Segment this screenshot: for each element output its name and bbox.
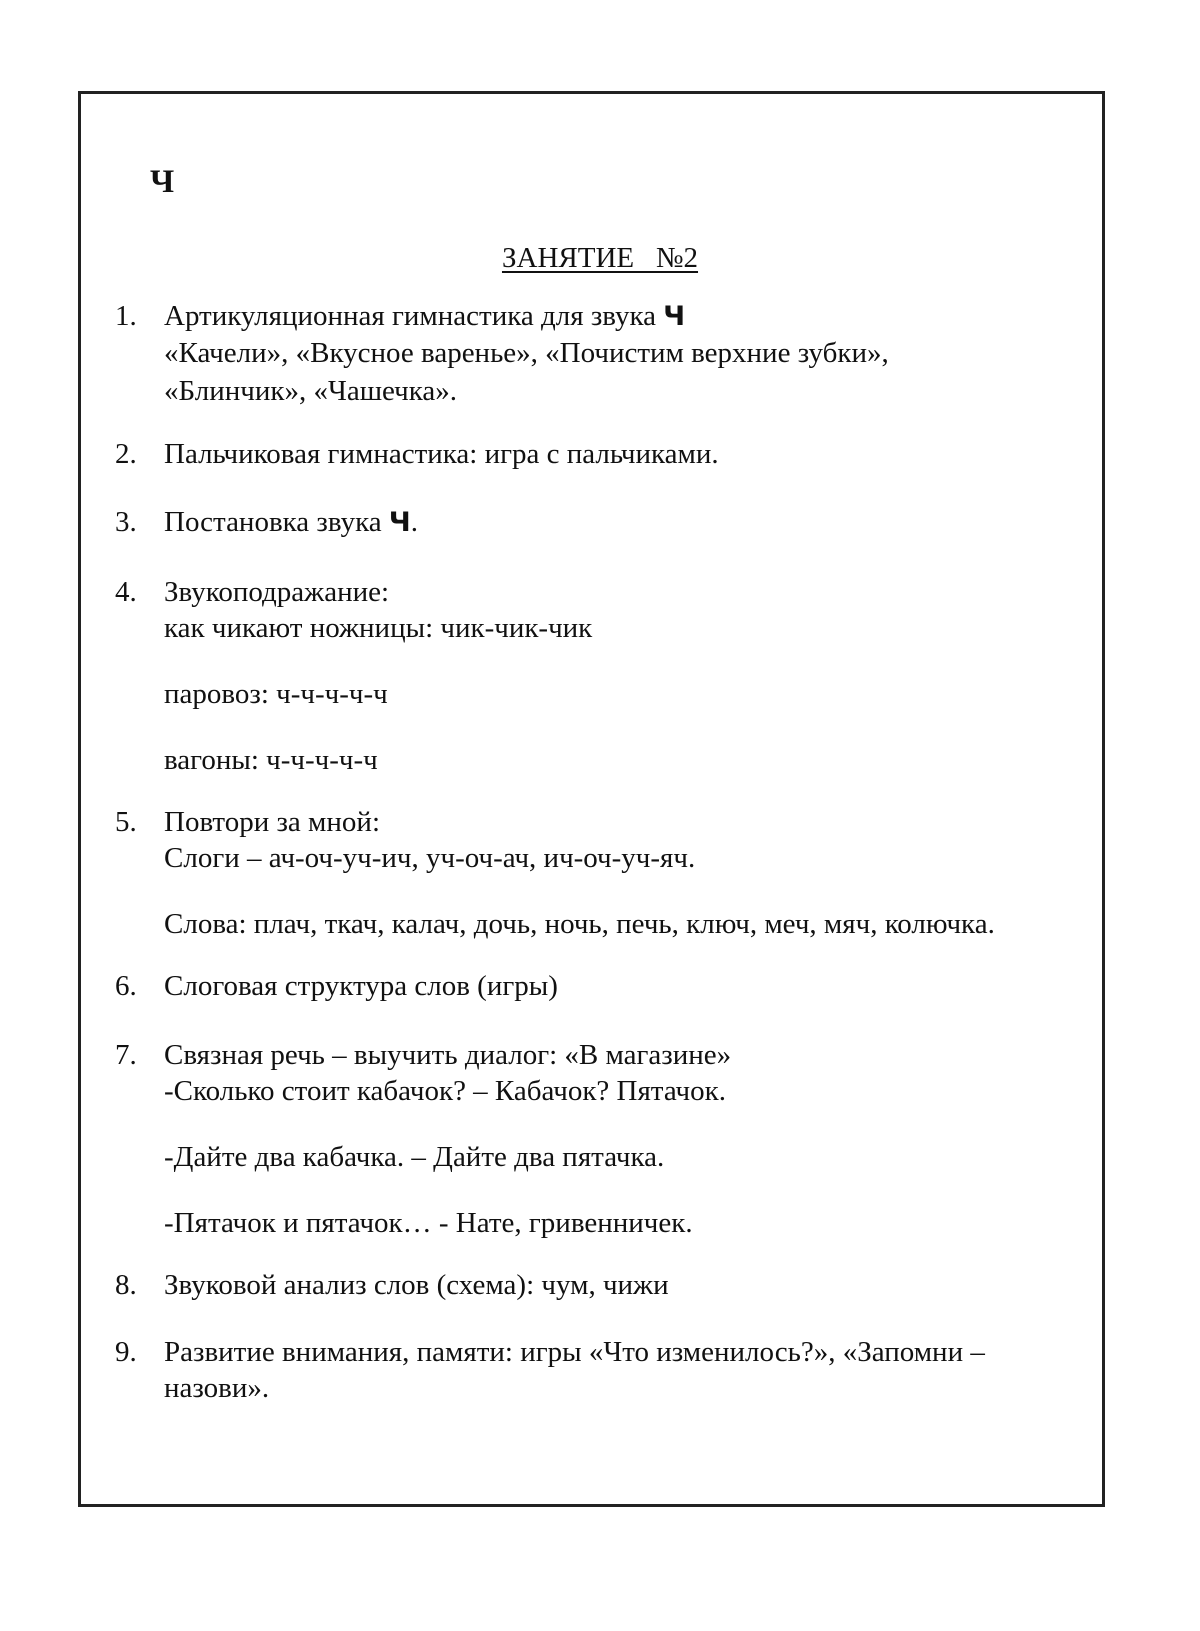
item-number: 2. — [115, 438, 137, 470]
item-line: Слова: плач, ткач, калач, дочь, ночь, печь, ключ, меч, мяч, колючка. — [164, 908, 995, 940]
item-number: 6. — [115, 970, 137, 1002]
item-number: 1. — [115, 300, 137, 332]
item-line: Артикуляционная гимнастика для звука Ч — [164, 300, 686, 332]
item-line: Слоговая структура слов (игры) — [164, 970, 558, 1002]
lesson-heading-text: ЗАНЯТИЕ №2 — [501, 242, 699, 274]
item-line: Повтори за мной: — [164, 806, 380, 838]
item-line: -Дайте два кабачка. – Дайте два пятачка. — [164, 1141, 665, 1173]
item-line: как чикают ножницы: чик-чик-чик — [164, 612, 593, 644]
item-line: Связная речь – выучить диалог: «В магазине» — [164, 1039, 732, 1071]
item-number: 3. — [115, 506, 137, 538]
item-content — [164, 1267, 1084, 1303]
item-line: паровоз: ч-ч-ч-ч-ч — [164, 678, 388, 710]
item-line: Звукоподражание: — [164, 576, 390, 608]
item-line: -Пятачок и пятачок… - Нате, гривенничек. — [164, 1207, 693, 1239]
item-content — [164, 436, 1084, 472]
item-number: 8. — [115, 1269, 137, 1301]
item-line: назови». — [164, 1372, 270, 1404]
item-line: «Качели», «Вкусное варенье», «Почистим верхние зубки», — [164, 337, 889, 369]
item-number: 5. — [115, 806, 137, 838]
item-content — [164, 1037, 1084, 1241]
item-content — [164, 504, 1084, 541]
lesson-heading — [0, 241, 1200, 276]
item-content — [164, 298, 1084, 409]
item-number: 7. — [115, 1039, 137, 1071]
item-line: -Сколько стоит кабачок? – Кабачок? Пятачок. — [164, 1075, 726, 1107]
item-line: Пальчиковая гимнастика: игра с пальчиками. — [164, 438, 719, 470]
sound-letter-label: Ч — [150, 164, 175, 200]
sound-letter: Ч — [388, 507, 411, 538]
item-content — [164, 1334, 1084, 1406]
item-line: вагоны: ч-ч-ч-ч-ч — [164, 744, 378, 776]
item-line: Слоги – ач-оч-уч-ич, уч-оч-ач, ич-оч-уч-яч. — [164, 842, 696, 874]
item-content — [164, 804, 1084, 942]
item-line: «Блинчик», «Чашечка». — [164, 375, 458, 407]
sound-letter: Ч — [663, 301, 686, 332]
item-line: Постановка звука Ч. — [164, 506, 418, 538]
item-line: Развитие внимания, памяти: игры «Что изменилось?», «Запомни – — [164, 1336, 985, 1368]
item-content — [164, 574, 1084, 778]
item-number: 9. — [115, 1336, 137, 1368]
item-line: Звуковой анализ слов (схема): чум, чижи — [164, 1269, 669, 1301]
item-number: 4. — [115, 576, 137, 608]
item-content — [164, 968, 1084, 1004]
